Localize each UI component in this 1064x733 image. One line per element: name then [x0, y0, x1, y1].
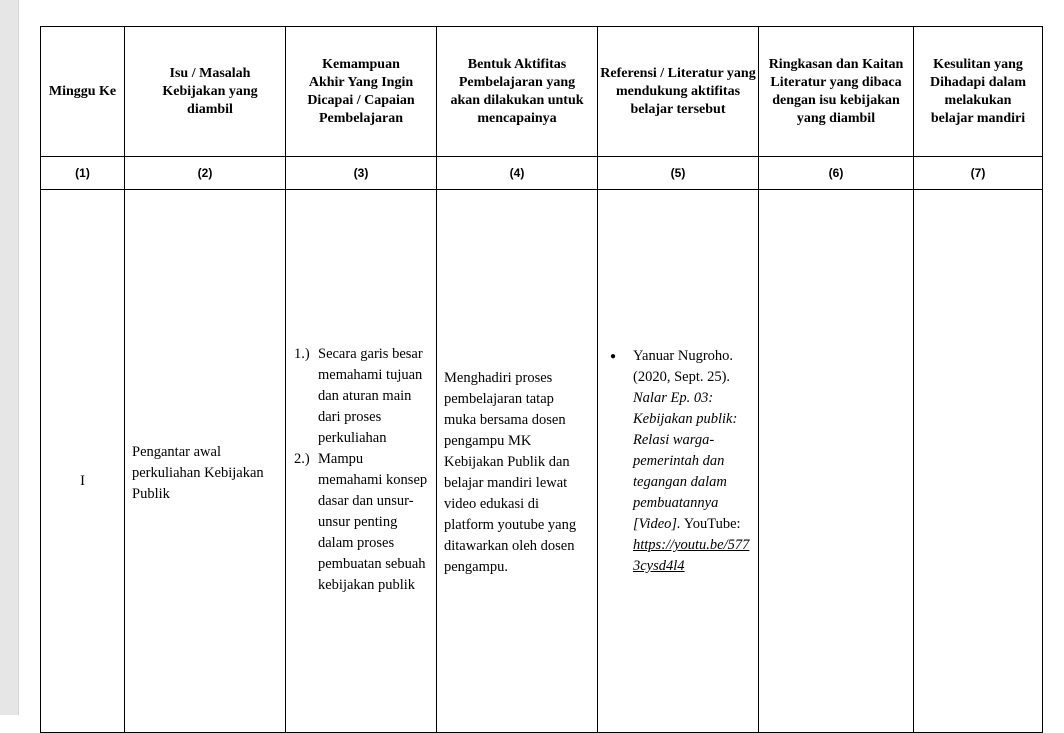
- header-issue-text: Isu / Masalah Kebijakan yang diambil: [162, 65, 258, 117]
- list-text: Secara garis besar memahami tujuan dan aturan main dari proses perkuliahan: [318, 345, 423, 446]
- list-item: [598, 345, 758, 577]
- outcome-list: [294, 344, 430, 596]
- header-reference: [598, 27, 759, 157]
- column-number: (7): [914, 157, 1043, 190]
- learning-log-table: [40, 26, 1043, 733]
- reference-text: [633, 346, 750, 577]
- activity-text: Menghadiri proses pembelajaran tatap muka bersama dosen pengampu MK Kebijakan Publik dan belajar mandiri lewat video edukasi di platform youtube yang ditawarkan oleh dosen pengampu.: [444, 370, 577, 575]
- reference-publisher: YouTube:: [683, 516, 741, 532]
- header-outcome-text: Kemampuan Akhir Yang Ingin Dicapai / Capaian Pembelajaran: [307, 56, 415, 126]
- list-text: Mampu memahami konsep dasar dan unsur-unsur penting dalam proses pembuatan sebuah kebijakan publik: [318, 450, 428, 593]
- column-number: (1): [41, 157, 125, 190]
- column-number-row: [41, 157, 1043, 190]
- issue-text: Pengantar awal perkuliahan Kebijakan Publik: [132, 443, 264, 502]
- column-number: (4): [437, 157, 598, 190]
- outcome-cell: [286, 190, 437, 733]
- header-week: [41, 27, 125, 157]
- header-difficulty-text: Kesulitan yang Dihadapi dalam melakukan belajar mandiri: [929, 56, 1027, 126]
- header-summary-text: Ringkasan dan Kaitan Literatur yang dibaca dengan isu kebijakan yang diambil: [768, 56, 904, 126]
- header-difficulty: [914, 27, 1043, 157]
- header-outcome: [286, 27, 437, 157]
- header-issue: [125, 27, 286, 157]
- list-number: 2.): [294, 450, 310, 467]
- reference-title: Nalar Ep. 03: Kebijakan publik: Relasi warga-pemerintah dan tegangan dalam pembuatannya [Video].: [633, 390, 738, 532]
- column-number: (6): [759, 157, 914, 190]
- column-number: (2): [125, 157, 286, 190]
- column-number: (3): [286, 157, 437, 190]
- header-week-text: Minggu Ke: [48, 83, 117, 99]
- header-summary: [759, 27, 914, 157]
- reference-link[interactable]: https://youtu.be/5773cysd4l4: [633, 537, 750, 574]
- bullet-icon: ●: [610, 351, 617, 362]
- reference-list: [598, 345, 758, 577]
- column-number: (5): [598, 157, 759, 190]
- list-number: 1.): [294, 345, 310, 362]
- document-left-gutter: [0, 0, 19, 715]
- reference-author: Yanuar Nugroho. (2020, Sept. 25).: [633, 348, 734, 385]
- difficulty-cell: [914, 190, 1043, 733]
- list-item: [294, 449, 430, 596]
- table-row: [41, 190, 1043, 733]
- reference-cell: [598, 190, 759, 733]
- header-row: [41, 27, 1043, 157]
- week-cell: I: [41, 190, 125, 733]
- header-activity-text: Bentuk Aktifitas Pembelajaran yang akan dilakukan untuk mencapainya: [450, 56, 584, 126]
- issue-cell: [125, 190, 286, 733]
- list-item: [294, 344, 430, 449]
- summary-cell: [759, 190, 914, 733]
- activity-cell: [437, 190, 598, 733]
- header-activity: [437, 27, 598, 157]
- header-reference-text: Referensi / Literatur yang mendukung aktifitas belajar tersebut: [600, 65, 756, 117]
